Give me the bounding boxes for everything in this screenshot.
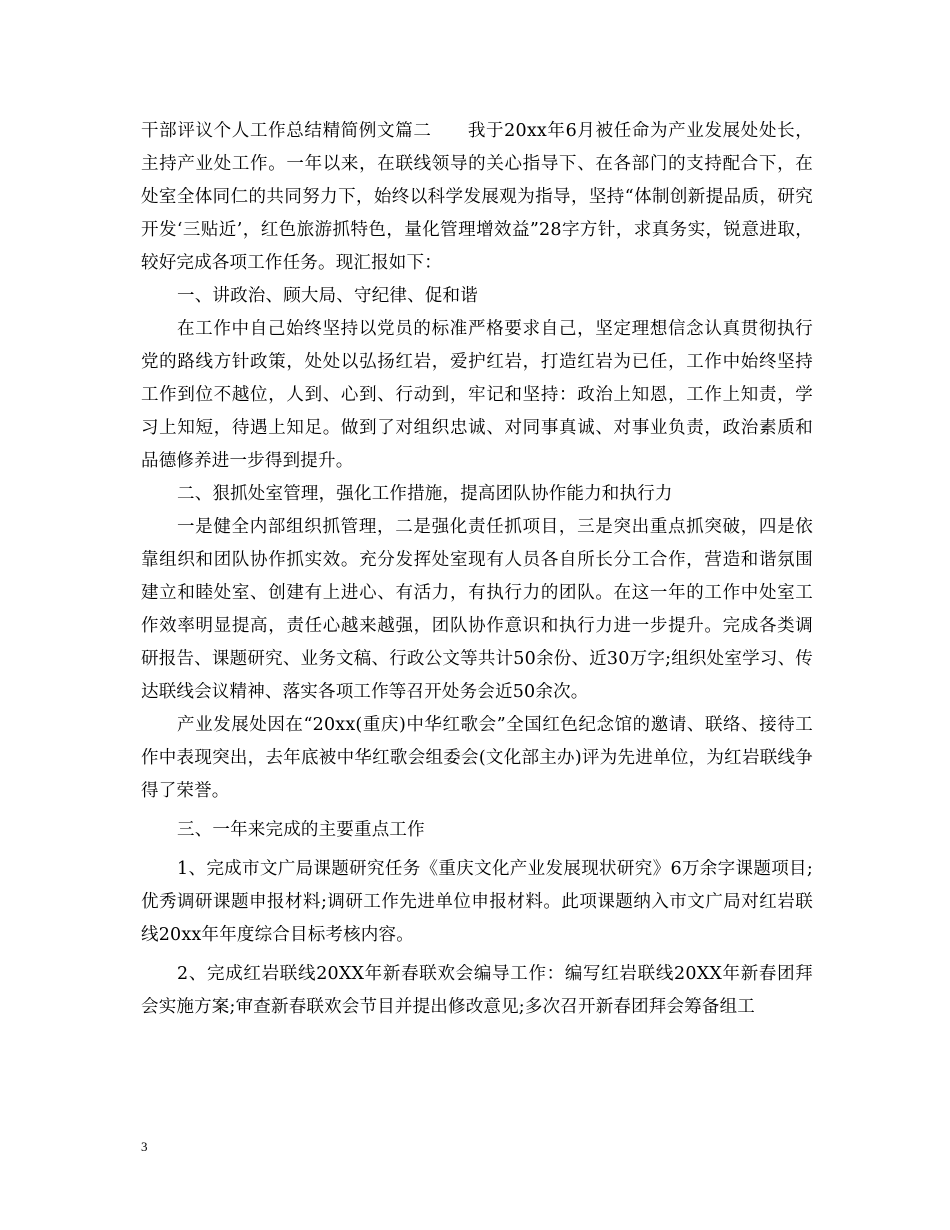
intro-paragraph: 干部评议个人工作总结精简例文篇二 我于20xx年6月被任命为产业发展处处长，主持产业处工作。一年以来，在联线领导的关心指导下、在各部门的支持配合下，在处室全体同仁的共同努力下，始终以科学发展观为指导，坚持“体制创新提品质，研究开发‘三贴近’，红色旅游抓特色，量化管理增效益”28字方针，求真务实，锐意进取，较好完成各项工作任务。现汇报如下： xyxy=(141,121,813,273)
section-heading-2: 二、狠抓处室管理，强化工作措施，提高团队协作能力和执行力 xyxy=(177,484,673,504)
section-heading-3: 三、一年来完成的主要重点工作 xyxy=(177,820,425,840)
section-3-item-2: 2、完成红岩联线20XX年新春联欢会编导工作：编写红岩联线20XX年新春团拜会实施方案;审查新春联欢会节目并提出修改意见;多次召开新春团拜会筹备组工 xyxy=(141,964,813,1017)
section-2-paragraph-1: 一是健全内部组织抓管理，二是强化责任抓项目，三是突出重点抓突破，四是依靠组织和团队协作抓实效。充分发挥处室现有人员各自所长分工合作，营造和谐氛围建立和睦处室、创建有上进心、有活力，有执行力的团队。在这一年的工作中处室工作效率明显提高，责任心越来越强，团队协作意识和执行力进一步提升。完成各类调研报告、课题研究、业务文稿、行政公文等共计50余份、近30万字;组织处室学习、传达联线会议精神、落实各项工作等召开处务会近50余次。 xyxy=(141,517,813,702)
document-body xyxy=(141,115,813,1024)
section-3-item-1: 1、完成市文广局课题研究任务《重庆文化产业发展现状研究》6万余字课题项目;优秀调研课题申报材料;调研工作先进单位申报材料。此项课题纳入市文广局对红岩联线20xx年年度综合目标考核内容。 xyxy=(141,859,813,945)
section-heading-1: 一、讲政治、顾大局、守纪律、促和谐 xyxy=(177,286,478,306)
section-2-paragraph-2: 产业发展处因在“20xx(重庆)中华红歌会”全国红色纪念馆的邀请、联络、接待工作中表现突出，去年底被中华红歌会组委会(文化部主办)评为先进单位，为红岩联线争得了荣誉。 xyxy=(141,715,813,801)
page-number: 3 xyxy=(141,1139,148,1154)
section-1-paragraph: 在工作中自己始终坚持以党员的标准严格要求自己，坚定理想信念认真贯彻执行党的路线方针政策，处处以弘扬红岩，爱护红岩，打造红岩为已任，工作中始终坚持工作到位不越位，人到、心到、行动到，牢记和坚持：政治上知恩，工作上知责，学习上知短，待遇上知足。做到了对组织忠诚、对同事真诚、对事业负责，政治素质和品德修养进一步得到提升。 xyxy=(141,319,813,471)
